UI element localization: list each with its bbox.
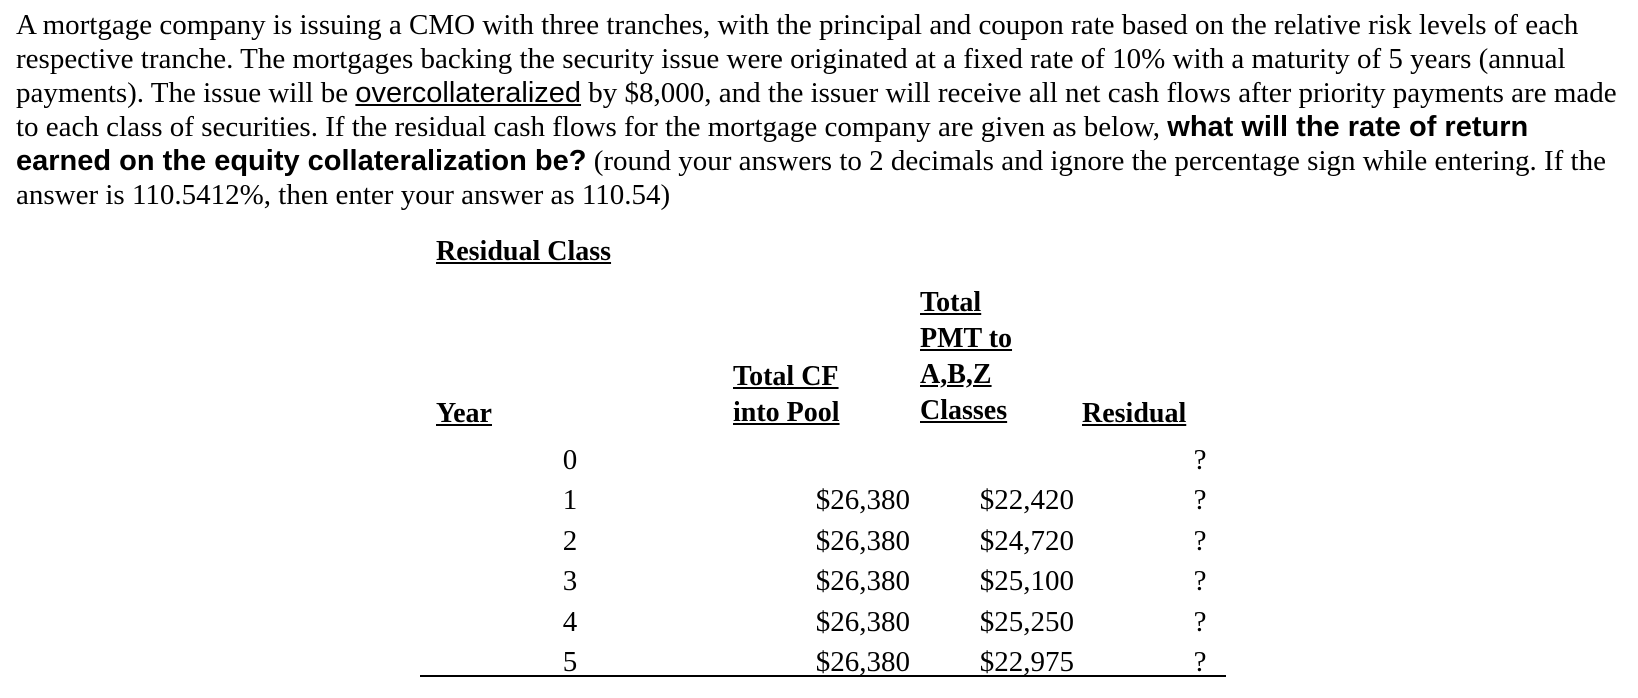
- header-residual: Residual: [1082, 398, 1187, 429]
- cell-total-pmt: $24,720: [979, 524, 1074, 557]
- table-row: [420, 440, 1220, 480]
- table-title: Residual Class: [436, 236, 612, 267]
- table-bottom-rule: [420, 675, 1226, 677]
- question-bold: what will the rate of return earned on the equity collateralization be?: [16, 111, 1529, 177]
- table-row: [420, 521, 1220, 561]
- cell-total-pmt: $25,250: [979, 605, 1074, 638]
- table-row: [420, 561, 1220, 601]
- cell-year: 5: [562, 645, 578, 678]
- cell-total-cf: $26,380: [815, 565, 910, 598]
- header-total-cf: [733, 359, 840, 431]
- cell-residual: ?: [1193, 645, 1207, 678]
- cell-year: 4: [562, 605, 578, 638]
- question-part-1: A mortgage company is issuing a CMO with three tranches, with the principal and coupon rate based on the relative risk levels of each respective tranche. The mortgages backing the security issue were originated at a fixed rate of 10% with a maturity of 5 years (annual payments). The issue will be: [16, 9, 1579, 109]
- cell-total-pmt: $22,975: [979, 645, 1074, 678]
- cell-total-pmt: $22,420: [979, 484, 1074, 517]
- cell-total-cf: $26,380: [815, 524, 910, 557]
- cell-residual: ?: [1193, 605, 1207, 638]
- header-total-cf-line-2: into Pool: [733, 397, 840, 428]
- cell-total-cf: $26,380: [815, 645, 910, 678]
- table-body: [420, 440, 1220, 682]
- question-part-2: by $8,000, and the issuer will receive all net cash flows after priority payments are made to each class of securities. If the residual cash flows for the mortgage company are given as below,: [16, 77, 1617, 143]
- table-row: [420, 602, 1220, 642]
- header-total-pmt: [920, 285, 1012, 429]
- cell-total-cf: $26,380: [815, 484, 910, 517]
- header-total-cf-line-1: Total CF: [733, 361, 839, 392]
- header-total-pmt-line-3: A,B,Z: [920, 359, 992, 390]
- question-text: [16, 8, 1628, 212]
- cell-residual: ?: [1193, 524, 1207, 557]
- cell-total-pmt: $25,100: [979, 565, 1074, 598]
- cell-year: 1: [562, 484, 578, 517]
- header-year: Year: [436, 398, 492, 429]
- cell-residual: ?: [1193, 444, 1207, 476]
- cell-residual: ?: [1193, 565, 1207, 598]
- cell-year: 0: [562, 444, 578, 476]
- cell-year: 2: [562, 524, 578, 557]
- cell-residual: ?: [1193, 484, 1207, 517]
- header-total-pmt-line-2: PMT to: [920, 323, 1013, 354]
- overcollateralized-term: overcollateralized: [355, 77, 582, 109]
- table-row: [420, 480, 1220, 520]
- header-total-pmt-line-1: Total: [920, 287, 982, 318]
- cell-year: 3: [562, 565, 578, 598]
- question-part-3: (round your answers to 2 decimals and ignore the percentage sign while entering. If the answer is 110.5412%, then enter your answer as 110.54): [16, 145, 1606, 211]
- cell-total-cf: $26,380: [815, 605, 910, 638]
- header-total-pmt-line-4: Classes: [920, 395, 1008, 426]
